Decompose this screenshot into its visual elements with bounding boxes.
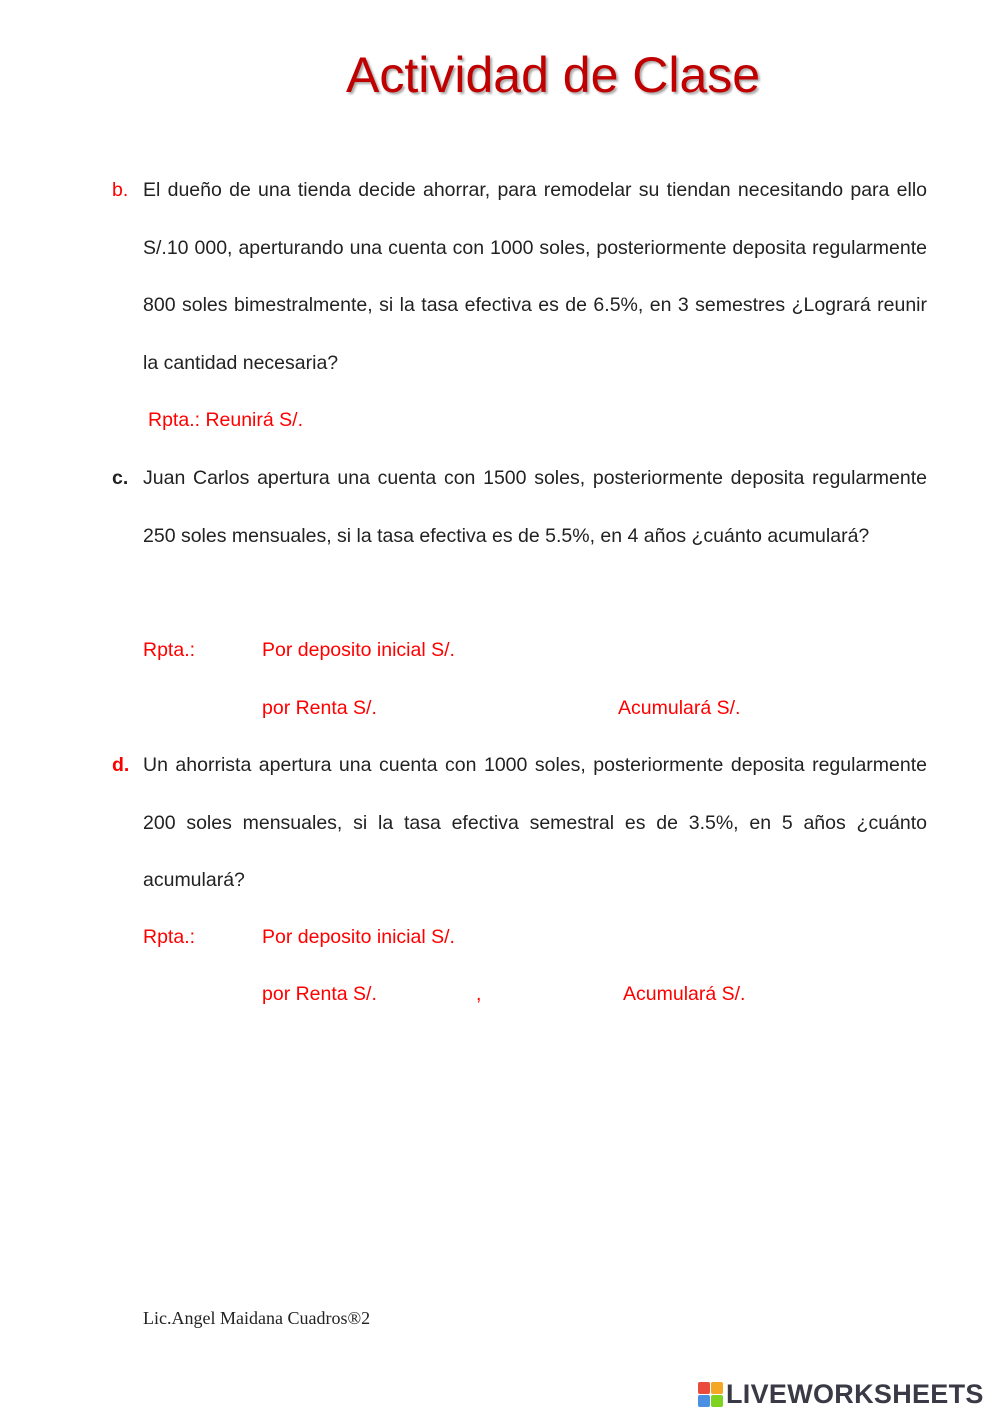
author-footer: Lic.Angel Maidana Cuadros®2 (143, 1308, 371, 1328)
problem-d-letter: d. (112, 754, 130, 776)
problem-c-text: Juan Carlos apertura una cuenta con 1500 soles, posteriormente deposita regularmente 250 soles mensuales, si la tasa efectiva es de 5.5%, en 4 años ¿cuánto acumulará? (143, 467, 927, 547)
logo-square-green (711, 1395, 723, 1407)
liveworksheets-logo-icon (698, 1382, 723, 1407)
problem-d-text: Un ahorrista apertura una cuenta con 1000 soles, posteriormente deposita regularmente 200 soles mensuales, si la tasa efectiva semestral es de 3.5%, en 5 años ¿cuánto acumulará? (143, 754, 927, 891)
liveworksheets-brand[interactable] (698, 1379, 984, 1410)
problem-d-initial-deposit: Por deposito inicial S/. (262, 926, 455, 948)
problem-d-renta: por Renta S/. (262, 983, 377, 1005)
logo-square-blue (698, 1395, 710, 1407)
problem-d-rpta: Rpta.: (143, 926, 196, 948)
problem-c-initial-deposit: Por deposito inicial S/. (262, 639, 455, 661)
problem-c-total: Acumulará S/. (618, 697, 741, 719)
liveworksheets-wordmark: LIVEWORKSHEETS (726, 1379, 984, 1409)
problem-c-renta: por Renta S/. (262, 697, 377, 719)
page-title: Actividad de Clase (346, 47, 761, 103)
problem-b-answer: Rpta.: Reunirá S/. (148, 409, 303, 431)
problem-b-text: El dueño de una tienda decide ahorrar, para remodelar su tiendan necesitando para ello S/.10 000, aperturando una cuenta con 1000 soles, posteriormente deposita regularmente 800 soles bimestralmente, si la tasa efectiva es de 6.5%, en 3 semestres ¿Logrará reunir la cantidad necesaria? (143, 179, 927, 374)
problem-d-total: Acumulará S/. (623, 983, 746, 1005)
problem-c-rpta: Rpta.: (143, 639, 196, 661)
logo-square-orange (711, 1382, 723, 1394)
problem-d-comma: , (476, 983, 482, 1005)
problem-b-letter: b. (112, 179, 129, 201)
logo-square-red (698, 1382, 710, 1394)
problem-c-letter: c. (112, 467, 129, 489)
